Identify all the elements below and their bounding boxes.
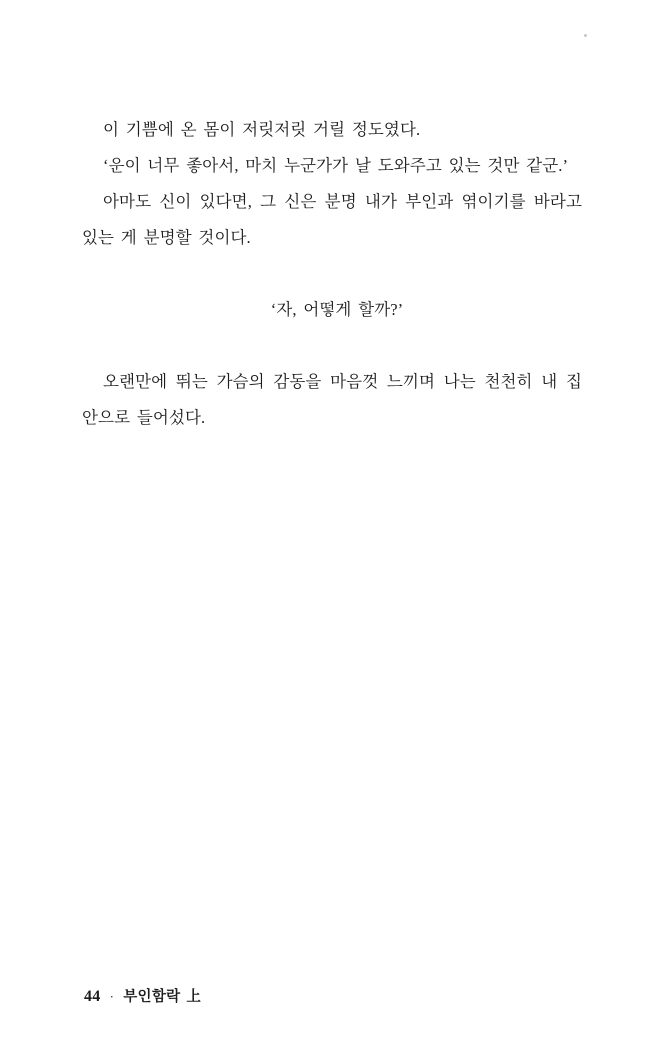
corner-dot-mark	[584, 34, 587, 37]
paragraph-spacer-1	[82, 256, 582, 292]
book-title: 부인함락 上	[123, 989, 202, 1005]
footer-separator: ·	[109, 989, 115, 1004]
paragraph-3: 아마도 신이 있다면, 그 신은 분명 내가 부인과 엮이기를 바라고 있는 게 분명할 것이다.	[82, 192, 582, 247]
paragraph-spacer-2	[82, 328, 582, 364]
paragraph-1: 이 기쁨에 온 몸이 저릿저릿 거릴 정도였다.	[103, 120, 421, 139]
paragraph-4: 오랜만에 뛰는 가슴의 감동을 마음껏 느끼며 나는 천천히 내 집 안으로 들어섰다.	[82, 372, 582, 427]
page-body-text	[82, 112, 582, 436]
paragraph-2: ‘운이 너무 좋아서, 마치 누군가가 날 도와주고 있는 것만 같군.’	[103, 156, 569, 175]
centered-quote-line: ‘자, 어떻게 할까?’	[270, 300, 404, 319]
page-number: 44	[84, 988, 101, 1005]
page-footer	[84, 985, 201, 1006]
